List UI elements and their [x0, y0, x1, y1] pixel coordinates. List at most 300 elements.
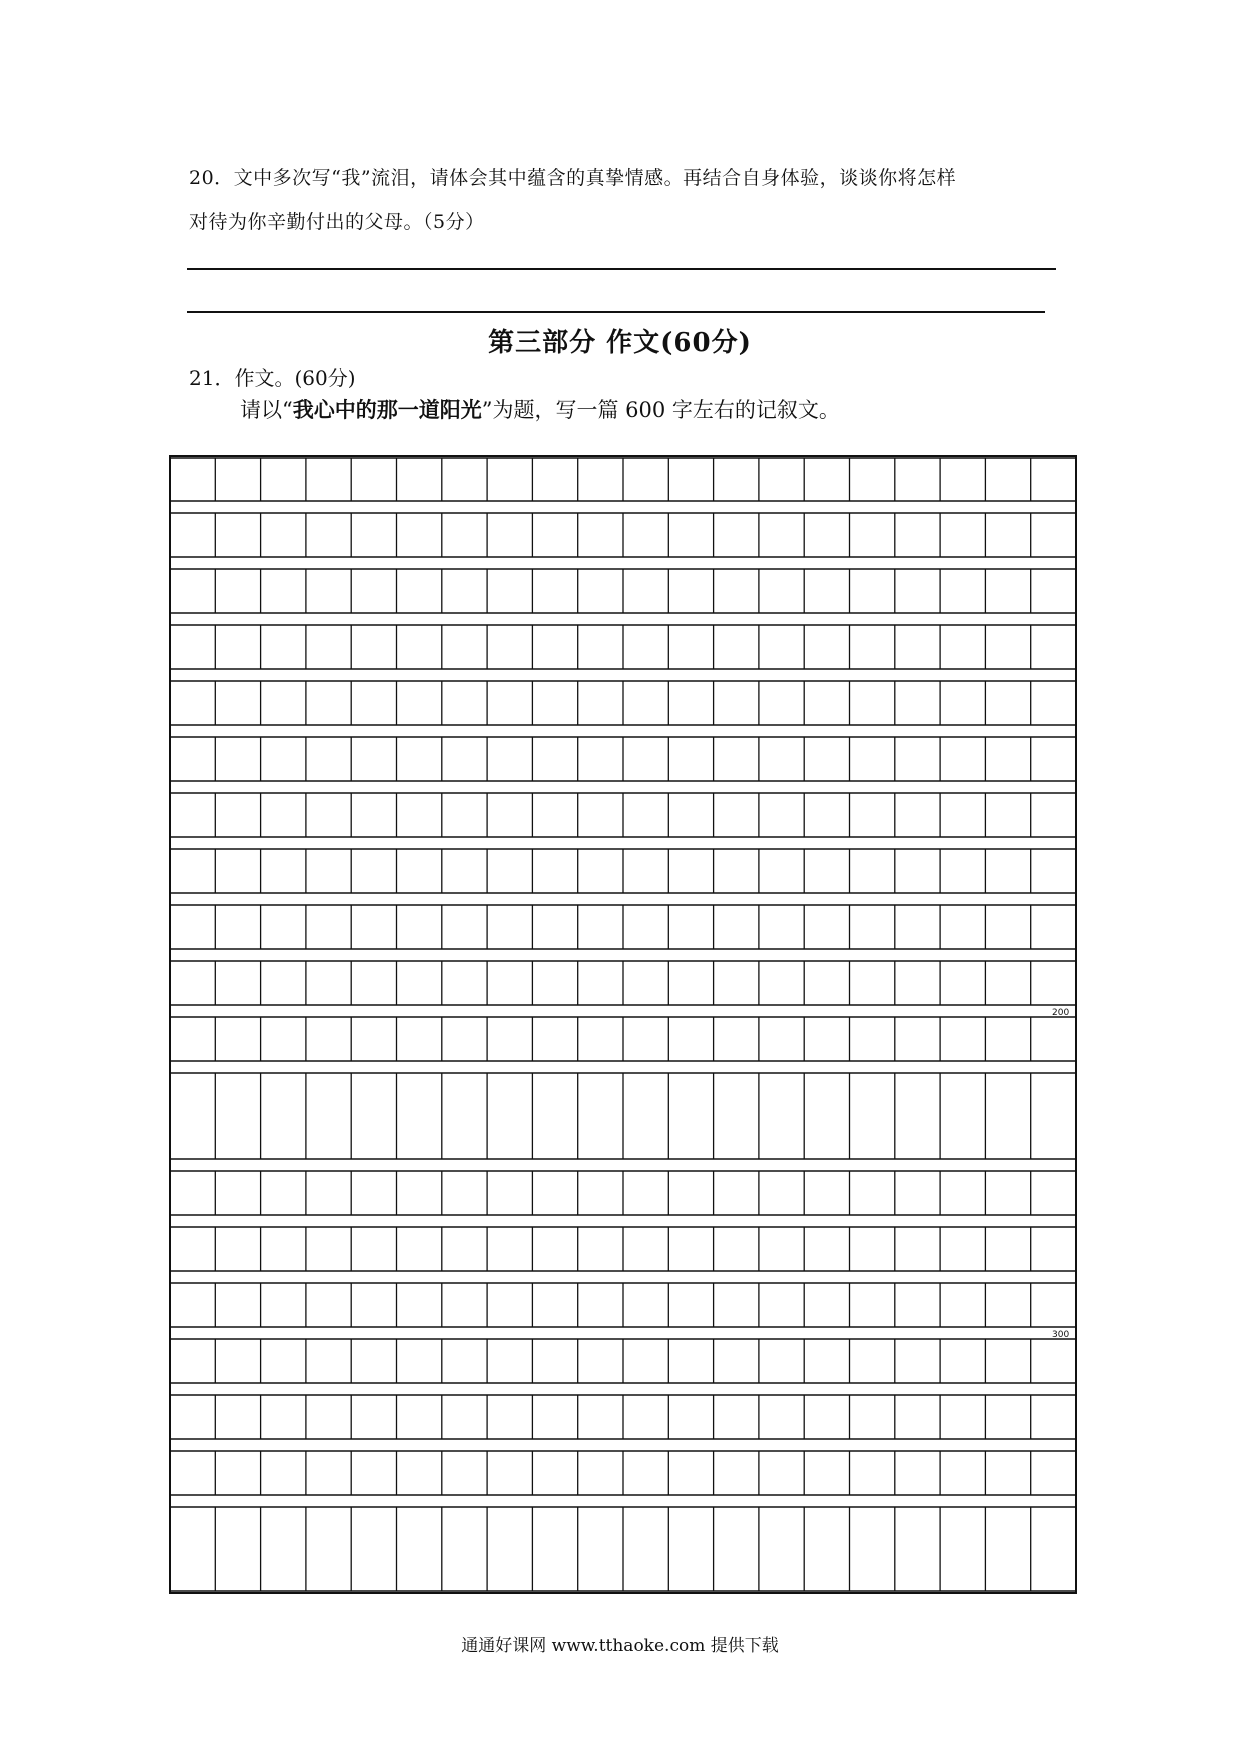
- grid-cell[interactable]: [262, 682, 305, 724]
- grid-cell[interactable]: [171, 1074, 214, 1158]
- grid-cell[interactable]: [307, 1018, 350, 1060]
- grid-cell[interactable]: [669, 1074, 712, 1158]
- grid-cell[interactable]: [398, 1452, 441, 1494]
- grid-cell[interactable]: [307, 1284, 350, 1326]
- grid-cell[interactable]: [171, 794, 214, 836]
- grid-cell[interactable]: [579, 1340, 622, 1382]
- grid-cell[interactable]: [669, 570, 712, 612]
- grid-cell[interactable]: [533, 1508, 576, 1590]
- grid-cell[interactable]: [398, 459, 441, 500]
- grid-cell[interactable]: [715, 1508, 758, 1590]
- grid-cell[interactable]: [941, 1074, 984, 1158]
- grid-cell[interactable]: [262, 514, 305, 556]
- grid-cell[interactable]: [216, 962, 259, 1004]
- grid-cell[interactable]: [986, 459, 1029, 500]
- grid-cell[interactable]: [715, 626, 758, 668]
- grid-cell[interactable]: [488, 1172, 531, 1214]
- grid-cell[interactable]: [624, 1452, 667, 1494]
- grid-cell[interactable]: [216, 906, 259, 948]
- grid-cell[interactable]: [805, 1074, 848, 1158]
- grid-cell[interactable]: [1032, 570, 1075, 612]
- grid-cell[interactable]: [579, 794, 622, 836]
- grid-cell[interactable]: [715, 682, 758, 724]
- grid-cell[interactable]: [307, 962, 350, 1004]
- grid-cell[interactable]: [262, 459, 305, 500]
- grid-cell[interactable]: [533, 459, 576, 500]
- grid-cell[interactable]: [805, 570, 848, 612]
- grid-cell[interactable]: [1032, 459, 1075, 500]
- grid-cell[interactable]: [352, 570, 395, 612]
- grid-cell[interactable]: [262, 1018, 305, 1060]
- grid-cell[interactable]: [398, 1340, 441, 1382]
- grid-cell[interactable]: [805, 906, 848, 948]
- grid-cell[interactable]: [171, 906, 214, 948]
- grid-cell[interactable]: [805, 682, 848, 724]
- grid-cell[interactable]: [986, 1228, 1029, 1270]
- grid-cell[interactable]: [171, 1340, 214, 1382]
- grid-cell[interactable]: [216, 459, 259, 500]
- grid-cell[interactable]: [669, 962, 712, 1004]
- grid-cell[interactable]: [443, 738, 486, 780]
- grid-cell[interactable]: [715, 459, 758, 500]
- grid-cell[interactable]: [307, 1228, 350, 1270]
- grid-cell[interactable]: [307, 514, 350, 556]
- grid-cell[interactable]: [669, 738, 712, 780]
- grid-cell[interactable]: [669, 459, 712, 500]
- grid-cell[interactable]: [805, 1340, 848, 1382]
- grid-cell[interactable]: [851, 1508, 894, 1590]
- grid-cell[interactable]: [443, 850, 486, 892]
- grid-cell[interactable]: [307, 794, 350, 836]
- grid-cell[interactable]: [624, 906, 667, 948]
- grid-cell[interactable]: [262, 794, 305, 836]
- grid-cell[interactable]: [624, 626, 667, 668]
- grid-cell[interactable]: [443, 1172, 486, 1214]
- grid-cell[interactable]: [488, 738, 531, 780]
- grid-cell[interactable]: [896, 850, 939, 892]
- grid-cell[interactable]: [624, 682, 667, 724]
- grid-cell[interactable]: [896, 794, 939, 836]
- grid-cell[interactable]: [352, 1396, 395, 1438]
- grid-cell[interactable]: [1032, 1340, 1075, 1382]
- grid-cell[interactable]: [624, 570, 667, 612]
- grid-cell[interactable]: [579, 459, 622, 500]
- grid-cell[interactable]: [669, 1284, 712, 1326]
- grid-cell[interactable]: [488, 1340, 531, 1382]
- grid-cell[interactable]: [443, 1508, 486, 1590]
- grid-cell[interactable]: [443, 962, 486, 1004]
- grid-cell[interactable]: [171, 1508, 214, 1590]
- grid-cell[interactable]: [216, 1284, 259, 1326]
- grid-cell[interactable]: [171, 1228, 214, 1270]
- grid-cell[interactable]: [624, 962, 667, 1004]
- grid-cell[interactable]: [805, 1508, 848, 1590]
- grid-cell[interactable]: [579, 1452, 622, 1494]
- grid-cell[interactable]: [262, 1172, 305, 1214]
- grid-cell[interactable]: [398, 514, 441, 556]
- grid-cell[interactable]: [805, 459, 848, 500]
- grid-cell[interactable]: [171, 1284, 214, 1326]
- grid-cell[interactable]: [669, 682, 712, 724]
- grid-cell[interactable]: [851, 906, 894, 948]
- grid-cell[interactable]: [896, 738, 939, 780]
- grid-cell[interactable]: [986, 906, 1029, 948]
- grid-cell[interactable]: [1032, 1508, 1075, 1590]
- grid-cell[interactable]: [715, 738, 758, 780]
- grid-cell[interactable]: [443, 459, 486, 500]
- grid-cell[interactable]: [443, 514, 486, 556]
- grid-cell[interactable]: [488, 570, 531, 612]
- grid-cell[interactable]: [624, 1508, 667, 1590]
- grid-cell[interactable]: [171, 1396, 214, 1438]
- grid-cell[interactable]: [262, 1074, 305, 1158]
- grid-cell[interactable]: [579, 1074, 622, 1158]
- grid-cell[interactable]: [851, 514, 894, 556]
- grid-cell[interactable]: [941, 1018, 984, 1060]
- grid-cell[interactable]: [624, 1284, 667, 1326]
- grid-cell[interactable]: [262, 1452, 305, 1494]
- grid-cell[interactable]: [352, 850, 395, 892]
- grid-cell[interactable]: [760, 962, 803, 1004]
- grid-cell[interactable]: [941, 1508, 984, 1590]
- grid-cell[interactable]: [262, 850, 305, 892]
- grid-cell[interactable]: [851, 1284, 894, 1326]
- grid-cell[interactable]: [171, 738, 214, 780]
- grid-cell[interactable]: [715, 1074, 758, 1158]
- grid-cell[interactable]: [715, 794, 758, 836]
- grid-cell[interactable]: [715, 1172, 758, 1214]
- grid-cell[interactable]: [398, 1284, 441, 1326]
- grid-cell[interactable]: [986, 962, 1029, 1004]
- grid-cell[interactable]: [488, 1228, 531, 1270]
- grid-cell[interactable]: [352, 1340, 395, 1382]
- grid-cell[interactable]: [307, 1396, 350, 1438]
- grid-cell[interactable]: [805, 850, 848, 892]
- grid-cell[interactable]: [307, 570, 350, 612]
- grid-cell[interactable]: [443, 682, 486, 724]
- grid-cell[interactable]: [398, 962, 441, 1004]
- grid-cell[interactable]: [352, 1284, 395, 1326]
- grid-cell[interactable]: [533, 1284, 576, 1326]
- grid-cell[interactable]: [986, 514, 1029, 556]
- grid-cell[interactable]: [986, 794, 1029, 836]
- grid-cell[interactable]: [760, 906, 803, 948]
- grid-cell[interactable]: [941, 459, 984, 500]
- grid-cell[interactable]: [986, 1396, 1029, 1438]
- grid-cell[interactable]: [941, 1284, 984, 1326]
- grid-cell[interactable]: [941, 682, 984, 724]
- grid-cell[interactable]: [533, 794, 576, 836]
- grid-cell[interactable]: [896, 906, 939, 948]
- grid-cell[interactable]: [669, 850, 712, 892]
- grid-cell[interactable]: [171, 514, 214, 556]
- grid-cell[interactable]: [941, 962, 984, 1004]
- grid-cell[interactable]: [488, 626, 531, 668]
- grid-cell[interactable]: [398, 1172, 441, 1214]
- grid-cell[interactable]: [896, 1284, 939, 1326]
- grid-cell[interactable]: [624, 1340, 667, 1382]
- grid-cell[interactable]: [941, 1172, 984, 1214]
- grid-cell[interactable]: [307, 626, 350, 668]
- grid-cell[interactable]: [262, 570, 305, 612]
- grid-cell[interactable]: [488, 459, 531, 500]
- grid-cell[interactable]: [941, 514, 984, 556]
- grid-cell[interactable]: [216, 850, 259, 892]
- grid-cell[interactable]: [307, 1452, 350, 1494]
- grid-cell[interactable]: [398, 794, 441, 836]
- grid-cell[interactable]: [352, 682, 395, 724]
- grid-cell[interactable]: [352, 1508, 395, 1590]
- grid-cell[interactable]: [171, 1018, 214, 1060]
- grid-cell[interactable]: [398, 850, 441, 892]
- grid-cell[interactable]: [1032, 514, 1075, 556]
- grid-cell[interactable]: [533, 626, 576, 668]
- grid-cell[interactable]: [171, 682, 214, 724]
- grid-cell[interactable]: [579, 682, 622, 724]
- grid-cell[interactable]: [1032, 626, 1075, 668]
- grid-cell[interactable]: [896, 1396, 939, 1438]
- grid-cell[interactable]: [896, 1172, 939, 1214]
- grid-cell[interactable]: [533, 850, 576, 892]
- grid-cell[interactable]: [760, 682, 803, 724]
- grid-cell[interactable]: [398, 570, 441, 612]
- grid-cell[interactable]: [941, 1228, 984, 1270]
- grid-cell[interactable]: [941, 1396, 984, 1438]
- grid-cell[interactable]: [216, 1340, 259, 1382]
- grid-cell[interactable]: [941, 1452, 984, 1494]
- grid-cell[interactable]: [896, 514, 939, 556]
- grid-cell[interactable]: [579, 962, 622, 1004]
- grid-cell[interactable]: [216, 1396, 259, 1438]
- grid-cell[interactable]: [760, 626, 803, 668]
- grid-cell[interactable]: [216, 738, 259, 780]
- grid-cell[interactable]: [1032, 1452, 1075, 1494]
- grid-cell[interactable]: [669, 906, 712, 948]
- grid-cell[interactable]: [669, 1452, 712, 1494]
- grid-cell[interactable]: [579, 514, 622, 556]
- grid-cell[interactable]: [262, 906, 305, 948]
- grid-cell[interactable]: [171, 1452, 214, 1494]
- grid-cell[interactable]: [851, 682, 894, 724]
- grid-cell[interactable]: [171, 850, 214, 892]
- grid-cell[interactable]: [669, 626, 712, 668]
- grid-cell[interactable]: [851, 850, 894, 892]
- grid-cell[interactable]: [941, 626, 984, 668]
- grid-cell[interactable]: [352, 1018, 395, 1060]
- grid-cell[interactable]: [986, 1018, 1029, 1060]
- grid-cell[interactable]: [1032, 850, 1075, 892]
- grid-cell[interactable]: [307, 1172, 350, 1214]
- grid-cell[interactable]: [669, 514, 712, 556]
- grid-cell[interactable]: [760, 738, 803, 780]
- grid-cell[interactable]: [216, 514, 259, 556]
- grid-cell[interactable]: [352, 906, 395, 948]
- grid-cell[interactable]: [941, 738, 984, 780]
- grid-cell[interactable]: [216, 1228, 259, 1270]
- grid-cell[interactable]: [443, 626, 486, 668]
- grid-cell[interactable]: [715, 1452, 758, 1494]
- grid-cell[interactable]: [624, 794, 667, 836]
- grid-cell[interactable]: [216, 682, 259, 724]
- grid-cell[interactable]: [352, 962, 395, 1004]
- grid-cell[interactable]: [669, 1396, 712, 1438]
- grid-cell[interactable]: [533, 570, 576, 612]
- grid-cell[interactable]: [805, 1018, 848, 1060]
- grid-cell[interactable]: [579, 1018, 622, 1060]
- grid-cell[interactable]: [307, 1074, 350, 1158]
- grid-cell[interactable]: [171, 1172, 214, 1214]
- grid-cell[interactable]: [715, 1018, 758, 1060]
- grid-cell[interactable]: [624, 1172, 667, 1214]
- grid-cell[interactable]: [398, 1396, 441, 1438]
- grid-cell[interactable]: [851, 738, 894, 780]
- grid-cell[interactable]: [579, 626, 622, 668]
- grid-cell[interactable]: [760, 1172, 803, 1214]
- grid-cell[interactable]: [262, 626, 305, 668]
- grid-cell[interactable]: [488, 1074, 531, 1158]
- grid-cell[interactable]: [986, 1508, 1029, 1590]
- grid-cell[interactable]: [533, 1340, 576, 1382]
- grid-cell[interactable]: [352, 1172, 395, 1214]
- grid-cell[interactable]: [941, 906, 984, 948]
- grid-cell[interactable]: [896, 570, 939, 612]
- grid-cell[interactable]: [352, 459, 395, 500]
- grid-cell[interactable]: [986, 1340, 1029, 1382]
- grid-cell[interactable]: [352, 1228, 395, 1270]
- grid-cell[interactable]: [1032, 682, 1075, 724]
- grid-cell[interactable]: [352, 626, 395, 668]
- grid-cell[interactable]: [624, 459, 667, 500]
- grid-cell[interactable]: [624, 1018, 667, 1060]
- grid-cell[interactable]: [533, 1228, 576, 1270]
- grid-cell[interactable]: [851, 1452, 894, 1494]
- grid-cell[interactable]: [851, 1228, 894, 1270]
- grid-cell[interactable]: [760, 1340, 803, 1382]
- grid-cell[interactable]: [941, 850, 984, 892]
- grid-cell[interactable]: [624, 738, 667, 780]
- grid-cell[interactable]: [579, 1396, 622, 1438]
- grid-cell[interactable]: [986, 850, 1029, 892]
- grid-cell[interactable]: [398, 1228, 441, 1270]
- grid-cell[interactable]: [579, 906, 622, 948]
- grid-cell[interactable]: [805, 1452, 848, 1494]
- grid-cell[interactable]: [262, 1508, 305, 1590]
- grid-cell[interactable]: [443, 570, 486, 612]
- grid-cell[interactable]: [443, 1074, 486, 1158]
- grid-cell[interactable]: [715, 570, 758, 612]
- grid-cell[interactable]: [216, 570, 259, 612]
- grid-cell[interactable]: [443, 1228, 486, 1270]
- grid-cell[interactable]: [443, 794, 486, 836]
- grid-cell[interactable]: [352, 1452, 395, 1494]
- grid-cell[interactable]: [715, 850, 758, 892]
- grid-cell[interactable]: [851, 1340, 894, 1382]
- grid-cell[interactable]: [443, 1396, 486, 1438]
- grid-cell[interactable]: [760, 570, 803, 612]
- grid-cell[interactable]: [398, 682, 441, 724]
- grid-cell[interactable]: [805, 1228, 848, 1270]
- grid-cell[interactable]: [488, 1018, 531, 1060]
- grid-cell[interactable]: [986, 682, 1029, 724]
- grid-cell[interactable]: [443, 906, 486, 948]
- grid-cell[interactable]: [171, 570, 214, 612]
- grid-cell[interactable]: [624, 1228, 667, 1270]
- grid-cell[interactable]: [1032, 794, 1075, 836]
- grid-cell[interactable]: [986, 1172, 1029, 1214]
- grid-cell[interactable]: [1032, 906, 1075, 948]
- grid-cell[interactable]: [533, 962, 576, 1004]
- grid-cell[interactable]: [896, 626, 939, 668]
- grid-cell[interactable]: [216, 1074, 259, 1158]
- grid-cell[interactable]: [986, 1284, 1029, 1326]
- grid-cell[interactable]: [488, 794, 531, 836]
- grid-cell[interactable]: [398, 1074, 441, 1158]
- grid-cell[interactable]: [896, 459, 939, 500]
- grid-cell[interactable]: [896, 1074, 939, 1158]
- grid-cell[interactable]: [896, 962, 939, 1004]
- grid-cell[interactable]: [851, 626, 894, 668]
- grid-cell[interactable]: [805, 962, 848, 1004]
- grid-cell[interactable]: [715, 1340, 758, 1382]
- grid-cell[interactable]: [307, 1508, 350, 1590]
- grid-cell[interactable]: [171, 459, 214, 500]
- grid-cell[interactable]: [443, 1284, 486, 1326]
- grid-cell[interactable]: [579, 850, 622, 892]
- grid-cell[interactable]: [896, 1228, 939, 1270]
- grid-cell[interactable]: [488, 1396, 531, 1438]
- grid-cell[interactable]: [579, 738, 622, 780]
- grid-cell[interactable]: [624, 514, 667, 556]
- grid-cell[interactable]: [216, 1508, 259, 1590]
- grid-cell[interactable]: [941, 570, 984, 612]
- grid-cell[interactable]: [398, 906, 441, 948]
- grid-cell[interactable]: [398, 1508, 441, 1590]
- grid-cell[interactable]: [488, 962, 531, 1004]
- grid-cell[interactable]: [307, 738, 350, 780]
- grid-cell[interactable]: [488, 850, 531, 892]
- grid-cell[interactable]: [760, 514, 803, 556]
- grid-cell[interactable]: [760, 794, 803, 836]
- grid-cell[interactable]: [851, 1074, 894, 1158]
- grid-cell[interactable]: [760, 1508, 803, 1590]
- grid-cell[interactable]: [624, 850, 667, 892]
- grid-cell[interactable]: [307, 906, 350, 948]
- grid-cell[interactable]: [398, 1018, 441, 1060]
- grid-cell[interactable]: [443, 1340, 486, 1382]
- grid-cell[interactable]: [624, 1074, 667, 1158]
- grid-cell[interactable]: [1032, 738, 1075, 780]
- grid-cell[interactable]: [262, 1284, 305, 1326]
- grid-cell[interactable]: [579, 570, 622, 612]
- grid-cell[interactable]: [715, 906, 758, 948]
- grid-cell[interactable]: [715, 962, 758, 1004]
- grid-cell[interactable]: [171, 626, 214, 668]
- grid-cell[interactable]: [805, 514, 848, 556]
- grid-cell[interactable]: [669, 794, 712, 836]
- grid-cell[interactable]: [896, 1340, 939, 1382]
- grid-cell[interactable]: [1032, 1074, 1075, 1158]
- grid-cell[interactable]: [398, 738, 441, 780]
- grid-cell[interactable]: [443, 1018, 486, 1060]
- grid-cell[interactable]: [307, 682, 350, 724]
- grid-cell[interactable]: [352, 738, 395, 780]
- grid-cell[interactable]: [262, 1340, 305, 1382]
- grid-cell[interactable]: [307, 1340, 350, 1382]
- grid-cell[interactable]: [986, 626, 1029, 668]
- grid-cell[interactable]: [488, 906, 531, 948]
- grid-cell[interactable]: [262, 962, 305, 1004]
- grid-cell[interactable]: [533, 682, 576, 724]
